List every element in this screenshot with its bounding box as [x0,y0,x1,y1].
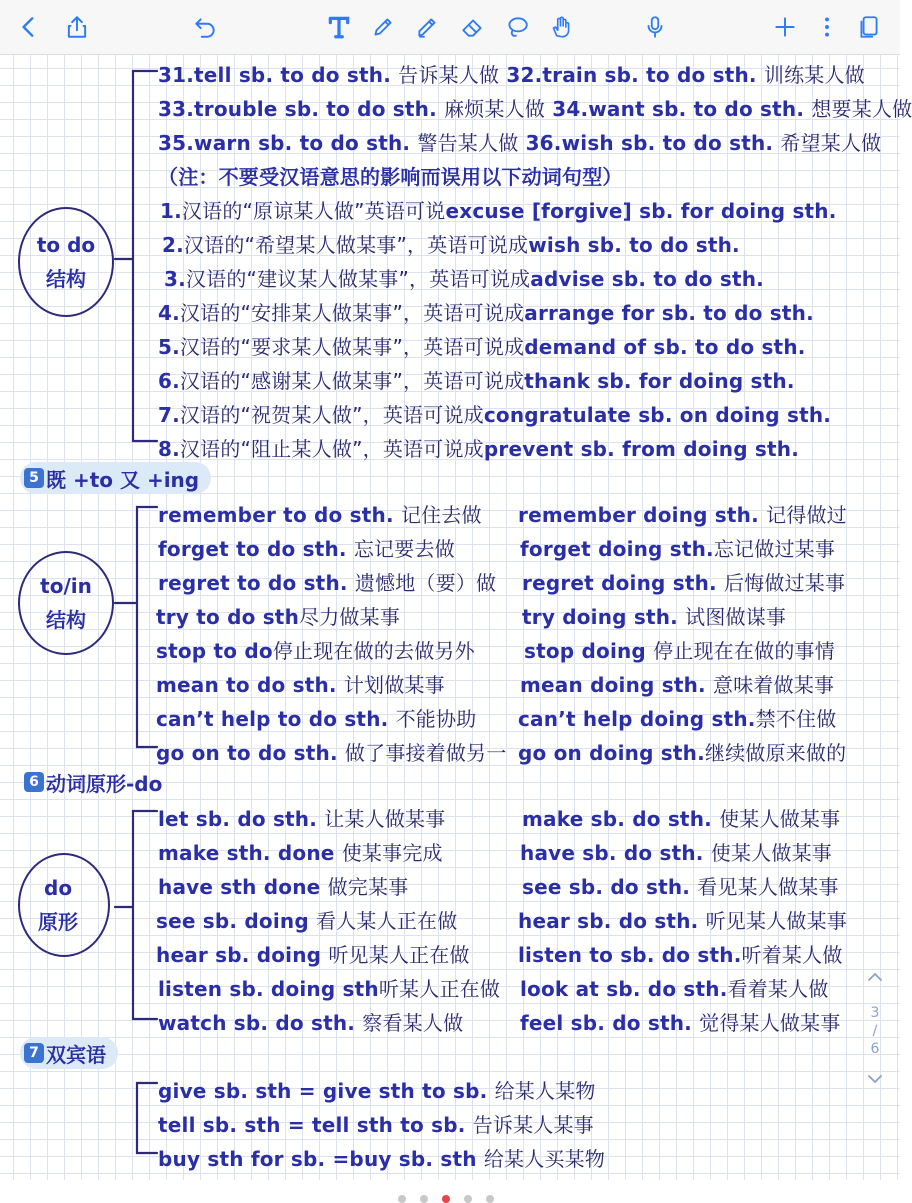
pages-icon [856,14,882,40]
page-dot-active[interactable] [442,1195,450,1203]
eraser-icon [460,14,486,40]
hand-tool-button[interactable] [544,10,578,44]
undo-icon [192,14,218,40]
list-item: remember to do sth. 记住去做 [158,503,482,527]
page-dot[interactable] [420,1195,428,1203]
section-title: 双宾语 [46,1042,106,1067]
list-item: forget to do sth. 忘记要去做 [158,537,455,561]
bottom-strip [0,1180,900,1200]
section-title: 动词原形-do [46,771,163,796]
list-item: 1.汉语的“原谅某人做”英语可说excuse [forgive] sb. for doing sth. [160,199,837,223]
lasso-icon [504,14,530,40]
section-number-badge: 6 [24,772,44,792]
pen-tool-button[interactable] [366,10,400,44]
list-item: go on to do sth. 做了事接着做另一 [156,741,507,765]
share-button[interactable] [60,10,94,44]
list-item: regret to do sth. 遗憾地（要）做 [158,571,497,595]
list-item: listen to sb. do sth.听着某人做 [518,943,843,967]
section7-bracket [137,1083,157,1153]
share-icon [64,14,90,40]
chevron-down-icon[interactable] [865,1072,885,1086]
back-button[interactable] [12,10,46,44]
bubble-label: to/in [40,574,92,598]
section5-bracket [115,507,157,747]
list-item: remember doing sth. 记得做过 [518,503,847,527]
page-indicator [860,970,890,1110]
todo-bubble [18,207,114,317]
list-item: 8.汉语的“阻止某人做”，英语可说成prevent sb. from doing sth. [158,437,799,461]
list-item: see sb. doing 看人某人正在做 [156,909,458,933]
page-dot[interactable] [486,1195,494,1203]
undo-button[interactable] [188,10,222,44]
list-item: stop to do停止现在做的去做另外 [156,639,475,663]
list-item: 35.warn sb. to do sth. 警告某人做 36.wish sb. to do sth. 希望某人做 [158,131,882,155]
highlighter-tool-button[interactable] [411,10,445,44]
list-item: 3.汉语的“建议某人做某事”，英语可说成advise sb. to do sth. [164,267,764,291]
plus-icon [772,14,798,40]
list-item: have sth done 做完某事 [158,875,409,899]
page-number: 3 / 6 [870,1005,880,1057]
list-item: try to do sth尽力做某事 [156,605,401,629]
bubble-label: 结构 [46,267,86,291]
list-item: 6.汉语的“感谢某人做某事”，英语可说成thank sb. for doing sth. [158,369,795,393]
section-number-badge: 7 [24,1043,44,1063]
list-item: feel sb. do sth. 觉得某人做某事 [520,1011,841,1035]
bubble-label: 原形 [38,910,78,934]
list-item: 4.汉语的“安排某人做某事”，英语可说成arrange for sb. to do sth. [158,301,814,325]
list-item: mean to do sth. 计划做某事 [156,673,445,697]
more-button[interactable] [810,10,844,44]
section6-bracket [115,811,157,1019]
list-item: look at sb. do sth.看着某人做 [520,977,829,1001]
top-toolbar [0,0,900,55]
list-item: regret doing sth. 后悔做过某事 [522,571,846,595]
list-item: 2.汉语的“希望某人做某事”，英语可说成wish sb. to do sth. [162,233,740,257]
list-item: 5.汉语的“要求某人做某事”，英语可说成demand of sb. to do sth. [158,335,806,359]
note-page[interactable] [0,55,912,1180]
list-item: listen sb. doing sth听某人正在做 [158,977,501,1001]
list-item: try doing sth. 试图做谋事 [522,605,787,629]
list-item: can’t help doing sth.禁不住做 [518,707,837,731]
eraser-tool-button[interactable] [456,10,490,44]
list-item: can’t help to do sth. 不能协助 [156,707,477,731]
list-item: forget doing sth.忘记做过某事 [520,537,836,561]
chevron-up-icon[interactable] [865,970,885,984]
bubble-label: 结构 [46,608,86,632]
text-tool-button[interactable] [322,10,356,44]
list-item: let sb. do sth. 让某人做某事 [158,807,446,831]
chevron-left-icon [16,14,42,40]
list-item: 33.trouble sb. to do sth. 麻烦某人做 34.want sb. to do sth. 想要某人做 [158,97,912,121]
microphone-button[interactable] [638,10,672,44]
section6-heading [20,766,174,798]
list-item: buy sth for sb. =buy sb. sth 给某人买某物 [158,1147,606,1171]
section5-bubble [18,551,114,655]
more-vertical-icon [814,14,840,40]
bubble-label: do [44,876,73,900]
list-item: have sb. do sth. 使某人做某事 [520,841,832,865]
text-tool-icon [326,14,352,40]
section7-heading [20,1037,118,1069]
add-page-button[interactable] [768,10,802,44]
page-dot[interactable] [464,1195,472,1203]
todo-bracket [115,71,157,441]
section-title: 既 +to 又 +ing [46,467,200,492]
list-item: hear sb. doing 听见某人正在做 [156,943,470,967]
lasso-tool-button[interactable] [500,10,534,44]
list-item: mean doing sth. 意味着做某事 [520,673,835,697]
list-item: tell sb. sth = tell sth to sb. 告诉某人某事 [158,1113,594,1137]
note-line: （注：不要受汉语意思的影响而误用以下动词句型） [158,165,623,189]
list-item: 31.tell sb. to do sth. 告诉某人做 32.train sb. to do sth. 训练某人做 [158,63,865,87]
bubble-label: to do [36,233,96,257]
highlighter-icon [415,14,441,40]
section5-heading [20,462,211,494]
hand-icon [548,14,574,40]
pages-button[interactable] [852,10,886,44]
page-dot[interactable] [398,1195,406,1203]
list-item: stop doing 停止现在在做的事情 [524,639,835,663]
list-item: make sth. done 使某事完成 [158,841,443,865]
list-item: make sb. do sth. 使某人做某事 [522,807,841,831]
list-item: hear sb. do sth. 听见某人做某事 [518,909,847,933]
list-item: go on doing sth.继续做原来做的 [518,741,847,765]
list-item: see sb. do sth. 看见某人做某事 [522,875,839,899]
list-item: 7.汉语的“祝贺某人做”，英语可说成congratulate sb. on doing sth. [158,403,832,427]
section-number-badge: 5 [24,468,44,488]
microphone-icon [642,14,668,40]
pen-icon [370,14,396,40]
section6-bubble [18,853,110,957]
list-item: watch sb. do sth. 察看某人做 [158,1011,464,1035]
list-item: give sb. sth = give sth to sb. 给某人某物 [158,1079,596,1103]
